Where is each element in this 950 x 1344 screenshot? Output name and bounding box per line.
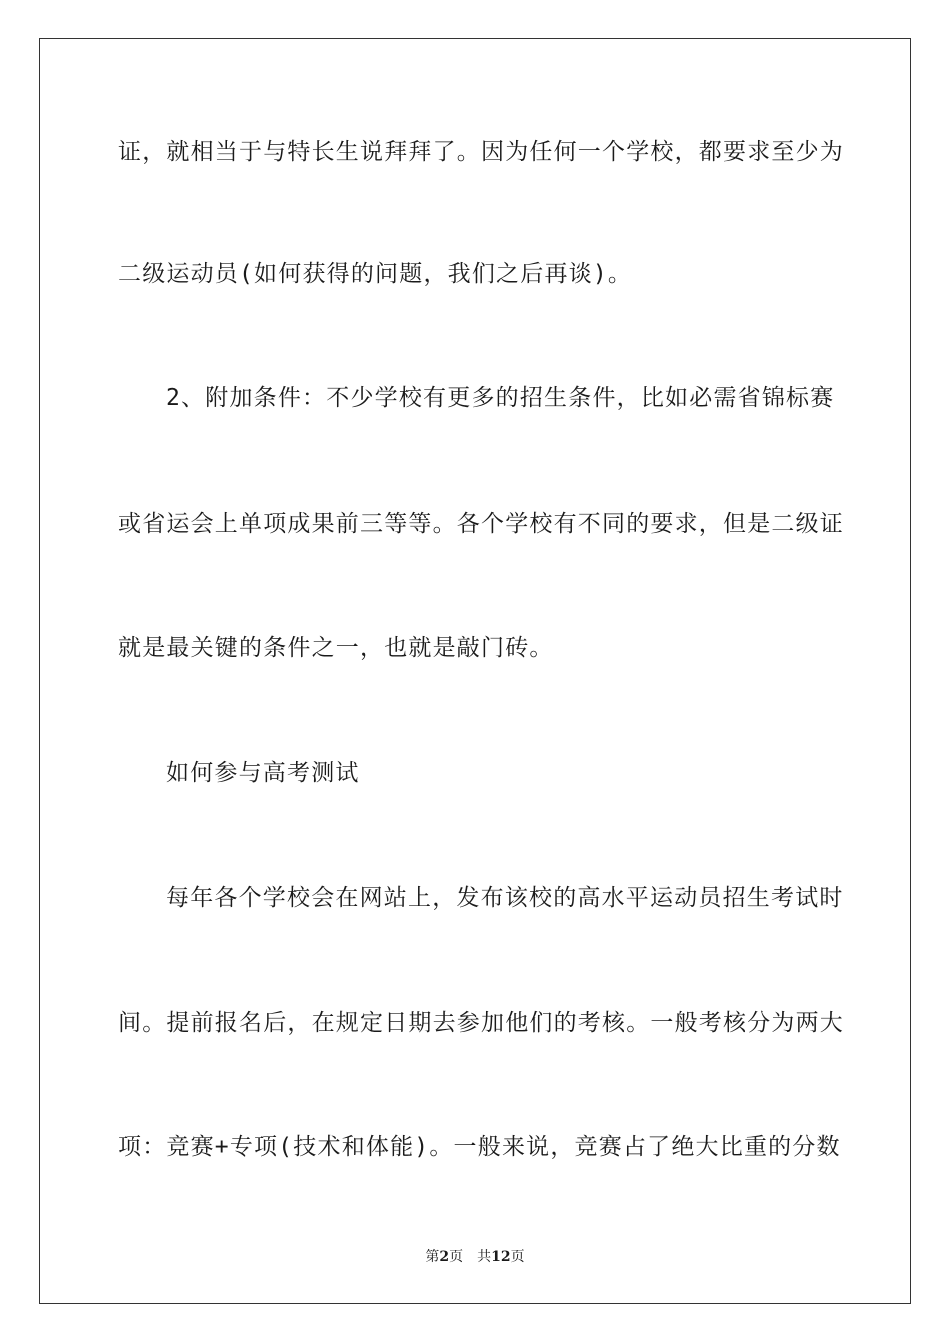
- body-line-2: 二级运动员(如何获得的问题，我们之后再谈)。: [118, 261, 633, 287]
- body-line-7: 间。提前报名后，在规定日期去参加他们的考核。一般考核分为两大: [118, 1010, 844, 1036]
- footer-page-unit: 页: [449, 1249, 464, 1265]
- footer-page-total: 12: [491, 1249, 511, 1265]
- body-line-1: 证，就相当于与特长生说拜拜了。因为任何一个学校，都要求至少为: [118, 139, 844, 165]
- footer-page-prefix: 第: [425, 1249, 440, 1265]
- page-border: [39, 38, 911, 1304]
- footer-total-prefix: 共: [477, 1249, 492, 1265]
- page-footer: [0, 1246, 950, 1266]
- body-line-5: 就是最关键的条件之一，也就是敲门砖。: [118, 635, 554, 661]
- body-line-4: 或省运会上单项成果前三等等。各个学校有不同的要求，但是二级证: [118, 511, 844, 537]
- footer-page-current: 2: [439, 1249, 450, 1265]
- footer-total-unit: 页: [510, 1249, 525, 1265]
- body-line-6: 每年各个学校会在网站上，发布该校的高水平运动员招生考试时: [166, 885, 844, 911]
- body-line-3: 2、附加条件：不少学校有更多的招生条件，比如必需省锦标赛: [166, 385, 835, 411]
- section-heading: 如何参与高考测试: [166, 760, 360, 786]
- body-line-8: 项：竞赛+专项(技术和体能)。一般来说，竞赛占了绝大比重的分数: [118, 1134, 841, 1160]
